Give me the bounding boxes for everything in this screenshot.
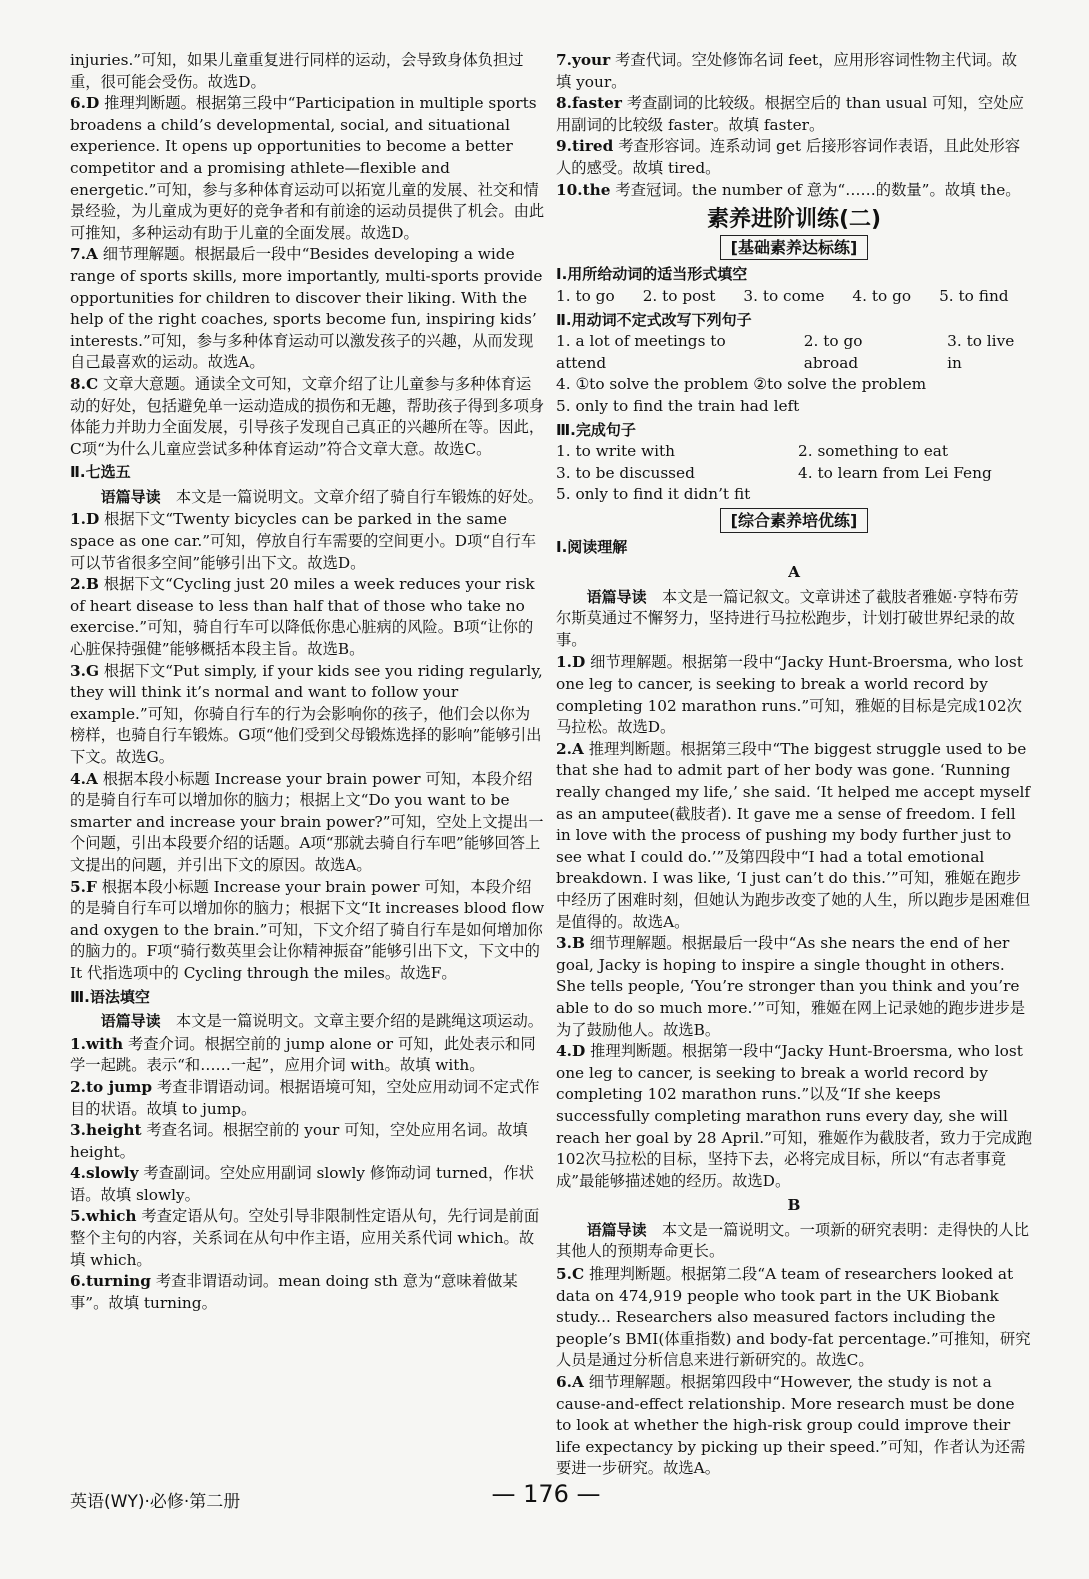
answer-item: 1.D 根据下文“Twenty bicycles can be parked in the same space as one car.”可知，停放自行车需要的空间更小。D项“自行车可以节省很多空间”能够引出下文。故选D。 — [70, 510, 537, 572]
answer-item: 6.turning 考查非谓语动词。mean doing sth 意为“意味着做某事”。故填 turning。 — [70, 1272, 518, 1312]
answer: 1. to go — [556, 286, 615, 305]
question-heading: Ⅱ.用动词不定式改写下列句子 — [556, 310, 752, 329]
answer: 5. to find — [939, 286, 1009, 305]
answer-row — [556, 286, 1032, 308]
section-heading: Ⅱ.七选五 — [70, 463, 131, 482]
answer: 4. to go — [852, 286, 912, 305]
answer: 3. to live in — [947, 332, 1015, 372]
answer-item: 6.A 细节理解题。根据第四段中“However, the study is not a cause-and-effect relationship. More research must be done to look at whether the high-risk group could improve their life expectancy by picking up their speed.”可知，作者认为还需要进一步研究。故选A。 — [556, 1373, 1026, 1478]
answer: 2. to go abroad — [803, 332, 863, 372]
answer: 3. to come — [743, 286, 825, 305]
answer: 4. ①to solve the problem ②to solve the problem — [556, 375, 927, 394]
right-column — [556, 50, 1032, 1480]
answer: 2. to post — [642, 286, 716, 305]
answer-item: 2.B 根据下文“Cycling just 20 miles a week reduces your risk of heart disease to less than half that of those who take no exercise.”可知，骑自行车可以降低你患心脏病的风险。B项“让你的心脏保持强健”能够概括本段主旨。故选B。 — [70, 575, 535, 659]
answer-item: 1.D 细节理解题。根据第一段中“Jacky Hunt-Broersma, who lost one leg to cancer, is seeking to break a world record by completing 102 marathon runs.”可知，雅姬的目标是完成102次马拉松。故选D。 — [556, 653, 1023, 737]
passage-guide: 语篇导读 本文是一篇说明文。文章介绍了骑自行车锻炼的好处。 — [100, 487, 544, 506]
answer-row — [556, 331, 1032, 374]
answer-item: injuries.”可知，如果儿童重复进行同样的运动，会导致身体负担过重，很可能会受伤。故选D。 — [70, 51, 524, 91]
passage-guide: 语篇导读 本文是一篇说明文。文章主要介绍的是跳绳这项运动。 — [100, 1012, 544, 1031]
answer: 3. to be discussed — [556, 463, 695, 482]
answer-item: 10.the 考查冠词。the number of 意为“……的数量”。故填 the。 — [556, 180, 1021, 199]
answer-item: 3.B 细节理解题。根据最后一段中“As she nears the end of her goal, Jacky is hoping to inspire a single thought in others. She tells people, ‘You’re stronger than you think and you’re able to do so much more.’”可知，雅姬在网上记录她的跑步进步是为了鼓励他人。故选B。 — [556, 934, 1026, 1039]
answer: 4. to learn from Lei Feng — [798, 463, 992, 482]
answer-item: 5.C 推理判断题。根据第二段“A team of researchers looked at data on 474,919 people who took part in the UK Biobank study... Researchers also measured factors including the people’s BMI(体重指数) and body-fat percentage.”可推知，研究人员是通过分析信息来进行新研究的。故选C。 — [556, 1265, 1031, 1370]
answer-item: 3.height 考查名词。根据空前的 your 可知，空处应用名词。故填 height。 — [70, 1121, 528, 1161]
passage-letter: B — [787, 1196, 801, 1215]
answer-item: 8.C 文章大意题。通读全文可知，文章介绍了让儿童参与多种体育运动的好处，包括避免单一运动造成的损伤和无趣，帮助孩子得到多项身体能力并助力全面发展，引导孩子发现自己真正的兴趣所在等。因此，C项“为什么儿童应尝试多种体育运动”符合文章大意。故选C。 — [70, 374, 545, 458]
answer: 2. something to eat — [798, 442, 949, 461]
answer: 1. to write with — [556, 442, 676, 461]
answer-item: 7.your 考查代词。空处修饰名词 feet，应用形容词性物主代词。故填 your。 — [556, 51, 1018, 91]
passage-guide: 语篇导读 本文是一篇记叙文。文章讲述了截肢者雅姬·亨特布劳尔斯莫通过不懈努力，坚持进行马拉松跑步，计划打破世界纪录的故事。 — [556, 587, 1019, 649]
passage-guide: 语篇导读 本文是一篇说明文。一项新的研究表明：走得快的人比其他人的预期寿命更长。 — [556, 1220, 1030, 1261]
question-heading: Ⅰ.用所给动词的适当形式填空 — [556, 265, 748, 284]
answer-item: 3.G 根据下文“Put simply, if your kids see you riding regularly, they will think it’s normal and want to follow your example.”可知，你骑自行车的行为会影响你的孩子，他们会以你为榜样，也骑自行车锻炼。G项“他们受到父母锻炼选择的影响”能够引出下文。故选G。 — [70, 661, 543, 766]
boxed-heading — [556, 508, 1032, 534]
answer-grid — [556, 441, 1032, 484]
answer-item: 6.D 推理判断题。根据第三段中“Participation in multiple sports broadens a child’s developmental, social, and situational experience. It opens up opportunities to become a better competitor and a promising athlete—flexible and energetic.”可知，参与多种体育运动可以拓宽儿童的发展、社交和情景经验，为儿童成为更好的竞争者和有前途的运动员提供了机会。由此可推知，多种运动有助于儿童的全面发展。故选D。 — [70, 94, 545, 242]
section-heading: Ⅰ.阅读理解 — [556, 538, 628, 557]
answer-item: 5.which 考查定语从句。空处引导非限制性定语从句，先行词是前面整个主句的内容，关系词在从句中作主语，应用关系代词 which。故填 which。 — [70, 1207, 540, 1269]
answer-item: 4.slowly 考查副词。空处应用副词 slowly 修饰动词 turned，作状语。故填 slowly。 — [70, 1164, 534, 1204]
answer-item: 9.tired 考查形容词。连系动词 get 后接形容词作表语，且此处形容人的感受。故填 tired。 — [556, 137, 1021, 177]
answer: 1. a lot of meetings to attend — [556, 332, 726, 372]
left-column — [70, 50, 545, 1314]
boxed-heading-label: [综合素养培优练] — [720, 508, 869, 534]
answer-item: 2.A 推理判断题。根据第三段中“The biggest struggle used to be that she had to admit part of her body was gone. ‘Running really changed my life,’ she said. ‘It helped me accept myself as an amputee(截肢者). It gave me a sense of freedom. I fell in love with the process of pushing my body further just to see what I could do.’”及第四段中“I had a total emotional breakdown. I was like, ‘I just can’t do this.’”可知，雅姬在跑步中经历了困难时刻，但她认为跑步改变了她的人生，所以跑步是困难但是值得的。故选A。 — [556, 739, 1031, 931]
answer-item: 7.A 细节理解题。根据最后一段中“Besides developing a wide range of sports skills, more importantly, multi-sports provide opportunities for children to discover their liking. With the help of the right coaches, sports become fun, inspiring kids’ interests.”可知，参与多种体育运动可以激发孩子的兴趣，从而发现自己最喜欢的运动。故选A。 — [70, 245, 543, 372]
question-heading: Ⅲ.完成句子 — [556, 420, 636, 439]
book-title-footer: 英语(WY)·必修·第二册 — [70, 1492, 241, 1512]
passage-letter: A — [788, 563, 800, 582]
answer-item: 1.with 考查介词。根据空前的 jump alone or 可知，此处表示和同学一起跳。表示“和……一起”，应用介词 with。故填 with。 — [70, 1034, 536, 1075]
section-heading: Ⅲ.语法填空 — [70, 987, 150, 1006]
boxed-heading-label: [基础素养达标练] — [720, 235, 869, 261]
answer-item: 8.faster 考查副词的比较级。根据空后的 than usual 可知，空处应用副词的比较级 faster。故填 faster。 — [556, 94, 1024, 134]
answer-item: 2.to jump 考查非谓语动词。根据语境可知，空处应用动词不定式作目的状语。故填 to jump。 — [70, 1077, 540, 1118]
answer: 5. only to find the train had left — [556, 396, 800, 415]
section-title: 素养进阶训练(二) — [706, 207, 882, 233]
page-number: — 176 — — [491, 1480, 601, 1508]
answer-item: 4.A 根据本段小标题 Increase your brain power 可知，本段介绍的是骑自行车可以增加你的脑力；根据上文“Do you want to be smarter and increase your brain power?”可知，空处上文提出一个问题，引出本段要介绍的话题。A项“那就去骑自行车吧”能够回答上文提出的问题，并引出下文的原因。故选A。 — [70, 769, 544, 874]
answer-item: 5.F 根据本段小标题 Increase your brain power 可知，本段介绍的是骑自行车可以增加你的脑力；根据下文“It increases blood flow and oxygen to the brain.”可知，下文介绍了骑自行车是如何增加你的脑力的。F项“骑行数英里会让你精神振奋”能够引出下文，下文中的 It 代指选项中的 Cycling through the miles。故选F。 — [70, 877, 545, 982]
answer-item: 4.D 推理判断题。根据第一段中“Jacky Hunt-Broersma, who lost one leg to cancer, is seeking to break a world record by completing 102 marathon runs.”以及“If she keeps successfully completing marathon runs every day, she will reach her goal by 28 April.”可知，雅姬作为截肢者，致力于完成跑102次马拉松的目标，坚持下去，必将完成目标，所以“有志者事竟成”最能够描述她的经历。故选D。 — [556, 1042, 1033, 1190]
boxed-heading — [556, 235, 1032, 261]
answer: 5. only to find it didn’t fit — [556, 485, 751, 504]
